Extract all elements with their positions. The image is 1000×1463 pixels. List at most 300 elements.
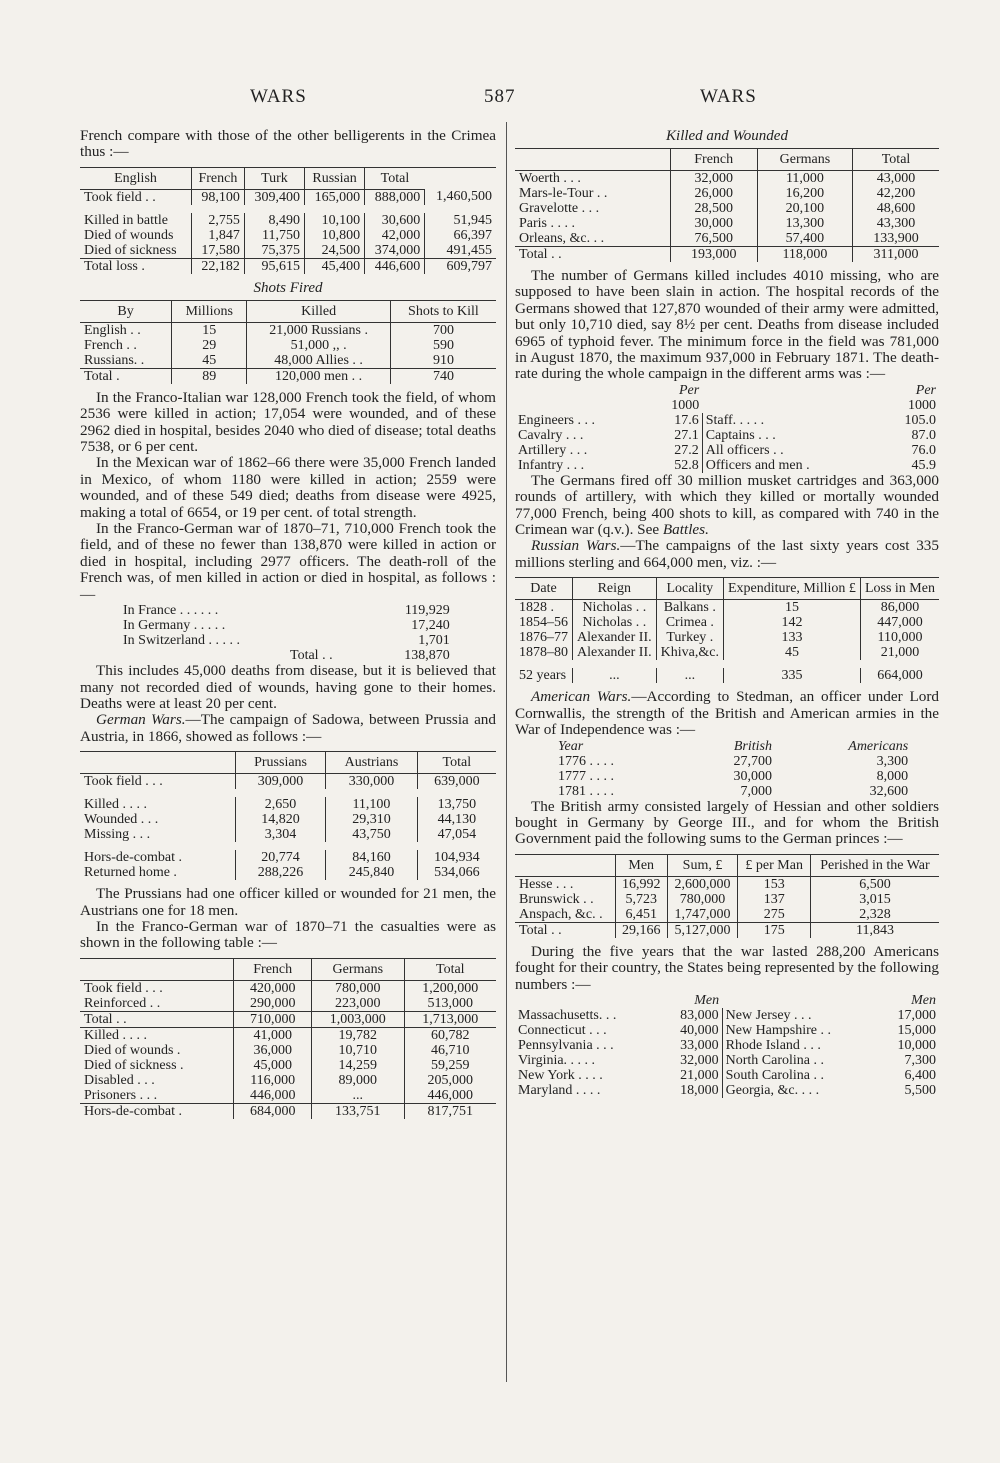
mexican-war-paragraph: In the Mexican war of 1862–66 there were 35,000 French landed in Mexico, of whom 1180 were killed in action; 2559 were wounded, and of these 549 died; deaths from disease were 4925, making a total of 6654, or 19 per cent. of total strength.: [80, 454, 496, 521]
row-label: Connecticut . . .: [518, 1022, 607, 1038]
row-label: Brunswick . .: [519, 891, 594, 907]
table-cell: 76.0: [911, 442, 936, 458]
table-cell: 6,400: [904, 1067, 936, 1083]
row-label: New York . . . .: [518, 1067, 603, 1083]
table-cell: 447,000: [860, 615, 939, 630]
table-row: [80, 368, 496, 384]
table-cell: 14,259: [312, 1058, 405, 1073]
table-row: [555, 754, 911, 769]
table-row: [80, 1043, 496, 1058]
table-cell: 6,451: [615, 907, 667, 923]
table-cell: 32,000: [670, 171, 757, 187]
row-label: 1854–56: [519, 615, 568, 631]
states-intro-paragraph: During the five years that the war lasted 288,200 Americans fought for their country, the States being represented by the following numbers :—: [515, 942, 939, 993]
russia-col-header: Date: [515, 578, 573, 600]
table-cell: 19,782: [312, 1027, 405, 1043]
table-cell: 1,847: [192, 228, 245, 243]
table-row: [80, 1073, 496, 1088]
table-cell: 153: [738, 876, 811, 892]
sadowa-col-header: Austrians: [326, 752, 417, 774]
sadowa-col-header: Prussians: [235, 752, 325, 774]
row-label: 1777 . . . .: [558, 768, 614, 784]
table-row: [515, 1038, 939, 1053]
russian-wars-text: —The campaigns of the last sixty years cost 335 millions sterling and 664,000 men, viz. :—: [515, 537, 939, 571]
sadowa-table: [80, 751, 496, 880]
shots-col-header: Millions: [172, 300, 247, 322]
table-cell: 60,782: [404, 1027, 496, 1043]
row-label: 1828 .: [519, 600, 554, 616]
per-label: Per: [679, 382, 700, 398]
table-row: [515, 630, 939, 645]
table-cell: 15: [723, 600, 860, 616]
table-cell: 205,000: [404, 1073, 496, 1088]
killed-wounded-table: [515, 148, 939, 262]
row-label: Took field . .: [84, 189, 156, 205]
row-label: 1776 . . . .: [558, 753, 614, 769]
row-label: Reinforced . .: [84, 995, 161, 1011]
table-row: [515, 907, 939, 923]
row-label: 1876–77: [519, 630, 568, 646]
table-cell: 1,200,000: [404, 980, 496, 996]
table-row: [80, 996, 496, 1012]
german-wars-text: —The campaign of Sadowa, between Prussia and Austria, in 1866, showed as follows :—: [80, 711, 496, 745]
list-item: [120, 648, 453, 663]
row-label: 1781 . . . .: [558, 783, 614, 799]
table-cell: 330,000: [326, 774, 417, 790]
table-cell: 26,000: [670, 186, 757, 201]
princes-col-header: Sum, £: [667, 854, 738, 876]
crimea-col-header: Turk: [244, 167, 304, 189]
row-label: Killed in battle: [84, 212, 168, 228]
table-row: [80, 353, 496, 369]
table-cell: Turkey .: [656, 630, 723, 645]
table-cell: 10,100: [305, 213, 365, 228]
per-thousand-label: 1000: [671, 397, 700, 413]
men-label: Men: [694, 992, 720, 1008]
table-row: [80, 338, 496, 353]
table-cell: 83,000: [680, 1007, 719, 1023]
row-label: Virginia. . . . .: [518, 1052, 596, 1068]
list-value: 17,240: [411, 618, 450, 634]
table-row: [80, 827, 496, 842]
table-cell: 245,840: [326, 865, 417, 880]
table-cell: Nicholas . .: [573, 615, 657, 630]
german-losses-paragraph: The number of Germans killed includes 4010 missing, who are supposed to have been slain in action. The hospital records of the Germans showed that 127,870 wounded of their army were admitted, but only 10,710 died, say 8½ per cent. Deaths from disease included 6965 of typhoid fever. The minimum force in the field was 781,000 in August 1870, the maximum 937,000 in February 1871. The death-rate during the whole campaign in the different arms was :—: [515, 267, 939, 383]
blank-cell: [722, 993, 877, 1008]
table-cell: 7,000: [740, 783, 772, 799]
table-cell: 133: [723, 630, 860, 645]
row-label: Russians. .: [84, 352, 145, 368]
row-gap-cell: [515, 660, 939, 668]
table-row: [515, 876, 939, 892]
table-cell: 120,000 men . .: [247, 368, 391, 384]
table-cell: 42,000: [365, 228, 425, 243]
american-strength-table: [555, 739, 911, 799]
table-cell: 609,797: [425, 258, 496, 274]
list-item: [120, 603, 453, 618]
table-row: [515, 171, 939, 187]
row-label: Died of sickness: [84, 242, 177, 258]
list-label: Total . .: [290, 648, 333, 664]
table-cell: 2,755: [192, 213, 245, 228]
table-cell: 335: [723, 668, 860, 683]
crimea-col-header: Russian: [305, 167, 365, 189]
russia-col-header: Locality: [656, 578, 723, 600]
row-label: Orleans, &c. . .: [519, 231, 605, 246]
table-cell: 710,000: [234, 1011, 312, 1027]
row-label: Total . .: [519, 247, 562, 262]
table-cell: 14,820: [235, 812, 325, 827]
table-cell: 95,615: [244, 258, 304, 274]
table-row: [80, 189, 496, 205]
table-row: [80, 1103, 496, 1119]
table-row: [80, 258, 496, 274]
row-label: English . .: [84, 322, 141, 338]
row-gap: [80, 789, 496, 797]
table-cell: 5,723: [615, 892, 667, 907]
blank-cell: [515, 398, 648, 413]
table-cell: 1,003,000: [312, 1011, 405, 1027]
row-label: Took field . . .: [84, 774, 163, 790]
list-value: 138,870: [404, 648, 450, 664]
row-label: North Carolina . .: [722, 1053, 877, 1068]
table-cell: 3,304: [235, 827, 325, 842]
table-cell: 1,747,000: [667, 907, 738, 923]
death-roll-list: [120, 603, 453, 663]
table-row: [515, 231, 939, 247]
states-table: [515, 993, 939, 1098]
table-cell: 86,000: [860, 600, 939, 616]
table-row: [515, 443, 939, 458]
russian-wars-table: [515, 577, 939, 683]
table-cell: 76,500: [670, 231, 757, 247]
table-cell: 20,100: [757, 201, 852, 216]
table-cell: 36,000: [234, 1043, 312, 1058]
table-cell: 41,000: [234, 1027, 312, 1043]
hessian-paragraph: The British army consisted largely of Hessian and other soldiers bought in Germany by George III., and for whom the British Government paid the following sums to the German princes :—: [515, 797, 939, 848]
crimea-col-header: French: [192, 167, 245, 189]
table-cell: 20,774: [235, 850, 325, 865]
table-row: [80, 812, 496, 827]
table-header-row: [515, 398, 939, 413]
row-label: Killed . . . .: [84, 1027, 147, 1043]
table-row: [80, 1011, 496, 1027]
table-cell: 3,015: [810, 892, 939, 907]
row-label: Gravelotte . . .: [519, 201, 600, 216]
row-label: Returned home .: [84, 865, 177, 881]
table-cell: 684,000: [234, 1103, 312, 1119]
table-row: [80, 243, 496, 259]
table-cell: 98,100: [192, 189, 245, 205]
table-cell: 87.0: [911, 427, 936, 443]
table-cell: 664,000: [860, 668, 939, 683]
row-label: Woerth . . .: [519, 171, 581, 186]
table-row: [515, 1068, 939, 1083]
row-label: New Jersey . . .: [722, 1008, 877, 1023]
table-row: [515, 892, 939, 907]
table-cell: 48,600: [853, 201, 939, 216]
table-row: [515, 1023, 939, 1038]
table-cell: 45,400: [305, 258, 365, 274]
russia-col-header: Reign: [573, 578, 657, 600]
table-cell: 17.6: [674, 412, 699, 428]
right-column: [515, 128, 939, 1098]
disease-paragraph: This includes 45,000 deaths from disease, but it is believed that many not recorded died of wounds, having gone to their homes. Deaths were at least 20 per cent.: [80, 662, 496, 712]
table-cell: 910: [390, 353, 496, 369]
table-cell: 590: [390, 338, 496, 353]
running-head-right: WARS: [700, 86, 757, 107]
fg-col-header: French: [234, 958, 312, 980]
table-cell: 27.2: [674, 442, 699, 458]
shots-col-header: By: [80, 300, 172, 322]
table-cell: 740: [390, 368, 496, 384]
table-row: [80, 865, 496, 880]
row-label: Died of wounds: [84, 227, 174, 243]
table-cell: 21,000 Russians .: [247, 322, 391, 338]
row-gap-cell: [80, 789, 496, 797]
table-cell: 137: [738, 892, 811, 907]
sadowa-col-header: Total: [417, 752, 496, 774]
row-label: New Hampshire . .: [722, 1023, 877, 1038]
table-cell: 24,500: [305, 243, 365, 259]
princes-col-header: Perished in the War: [810, 854, 939, 876]
table-cell: 5,127,000: [667, 922, 738, 938]
german-wars-paragraph: [80, 712, 496, 745]
table-cell: Nicholas . .: [573, 600, 657, 616]
table-cell: 52.8: [674, 457, 699, 473]
table-cell: 15: [172, 322, 247, 338]
table-cell: 57,400: [757, 231, 852, 247]
battles-reference: Battles.: [662, 521, 709, 539]
table-cell: 11,843: [810, 922, 939, 938]
table-cell: 66,397: [425, 228, 496, 243]
table-row: [80, 1027, 496, 1043]
table-cell: 311,000: [853, 247, 939, 263]
table-cell: 491,455: [425, 243, 496, 259]
page-number: 587: [484, 86, 516, 107]
list-value: 1,701: [418, 633, 450, 649]
table-cell: Alexander II.: [573, 630, 657, 645]
table-cell: 2,650: [235, 797, 325, 812]
table-cell: 48,000 Allies . .: [247, 353, 391, 369]
table-cell: 888,000: [365, 189, 425, 205]
table-cell: 44,130: [417, 812, 496, 827]
table-cell: ...: [312, 1088, 405, 1104]
table-cell: 290,000: [234, 996, 312, 1012]
table-row: [515, 1083, 939, 1098]
left-column: [80, 128, 496, 1119]
table-cell: 175: [738, 922, 811, 938]
table-cell: 118,000: [757, 247, 852, 263]
table-cell: 780,000: [312, 980, 405, 996]
table-row: [80, 1058, 496, 1073]
row-label: French . .: [84, 337, 137, 353]
row-label: Prisoners . . .: [84, 1087, 158, 1103]
row-label: Wounded . . .: [84, 812, 159, 828]
table-cell: 84,160: [326, 850, 417, 865]
table-cell: 29: [172, 338, 247, 353]
table-row: [555, 769, 911, 784]
russia-col-header: Loss in Men: [860, 578, 939, 600]
table-cell: Khiva,&c.: [656, 645, 723, 660]
crimea-col-header: Total: [365, 167, 425, 189]
shots-title: Shots Fired: [253, 279, 323, 296]
row-label: South Carolina . .: [722, 1068, 877, 1083]
table-cell: 5,500: [904, 1082, 936, 1098]
table-cell: 33,000: [680, 1037, 719, 1053]
table-cell: 43,300: [853, 216, 939, 231]
princes-col-header: [515, 854, 615, 876]
kw-col-header: Total: [853, 149, 939, 171]
row-label: Total . .: [519, 922, 562, 938]
blank-cell: [515, 993, 660, 1008]
shots-col-header: Killed: [247, 300, 391, 322]
list-item: [120, 633, 453, 648]
table-row: [80, 774, 496, 790]
row-label: 1878–80: [519, 645, 568, 661]
table-cell: 89: [172, 368, 247, 384]
table-cell: 288,226: [235, 865, 325, 880]
table-row: [515, 1008, 939, 1023]
fg-col-header: [80, 958, 234, 980]
row-gap-cell: [80, 205, 496, 213]
shots-table: [80, 300, 496, 384]
table-row: [515, 428, 939, 443]
table-cell: 43,000: [853, 171, 939, 187]
table-cell: 11,750: [244, 228, 304, 243]
table-cell: 513,000: [404, 996, 496, 1012]
table-cell: 45: [172, 353, 247, 369]
franco-german-table: [80, 958, 496, 1119]
cartridges-text: The Germans fired off 30 million musket cartridges and 363,000 rounds of artillery, with which they killed or mortally wounded 77,000 French, being 400 shots to kill, as compared with 740 in the Crimean war (q.v.). See: [515, 471, 939, 539]
row-label: Took field . . .: [84, 980, 163, 996]
row-label: Mars-le-Tour . .: [519, 186, 608, 201]
row-gap: [80, 842, 496, 850]
blank-cell: [702, 383, 879, 398]
russia-col-header: Expenditure, Million £: [723, 578, 860, 600]
row-label: Georgia, &c. . . .: [722, 1083, 877, 1098]
table-cell: 446,000: [234, 1088, 312, 1104]
table-cell: 27,700: [733, 753, 772, 769]
table-row: [515, 247, 939, 263]
row-label: Killed . . . .: [84, 797, 147, 813]
table-cell: ...: [573, 668, 657, 683]
princes-col-header: £ per Man: [738, 854, 811, 876]
table-row: [515, 201, 939, 216]
kw-col-header: [515, 149, 670, 171]
table-cell: 193,000: [670, 247, 757, 263]
table-cell: 11,000: [757, 171, 852, 187]
table-cell: Alexander II.: [573, 645, 657, 660]
row-label: Captains . . .: [702, 428, 879, 443]
killed-wounded-title: Killed and Wounded: [666, 128, 788, 144]
row-label: All officers . .: [702, 443, 879, 458]
table-row: [515, 186, 939, 201]
row-label: Paris . . . .: [519, 216, 575, 231]
list-label: In France . . . . . .: [123, 603, 219, 619]
table-cell: 43,750: [326, 827, 417, 842]
table-cell: 45,000: [234, 1058, 312, 1073]
table-cell: 18,000: [680, 1082, 719, 1098]
table-cell: 446,000: [404, 1088, 496, 1104]
table-cell: 110,000: [860, 630, 939, 645]
table-cell: 446,600: [365, 258, 425, 274]
row-label: Massachusetts. . .: [518, 1007, 617, 1023]
row-gap: [80, 205, 496, 213]
kw-col-header: French: [670, 149, 757, 171]
table-cell: 17,000: [897, 1007, 936, 1023]
table-row: [80, 797, 496, 812]
table-cell: 2,328: [810, 907, 939, 923]
german-wars-heading: German Wars.: [96, 711, 186, 729]
table-cell: 51,000 ,, .: [247, 338, 391, 353]
blank-cell: [702, 398, 879, 413]
table-cell: 40,000: [680, 1022, 719, 1038]
table-cell: 780,000: [667, 892, 738, 907]
table-cell: 2,600,000: [667, 876, 738, 892]
row-label: Officers and men .: [702, 458, 879, 473]
table-cell: 133,900: [853, 231, 939, 247]
table-row: [555, 784, 911, 799]
running-head-left: WARS: [250, 86, 307, 107]
table-row: [515, 216, 939, 231]
row-label: Artillery . . .: [518, 442, 588, 458]
table-cell: 21,000: [680, 1067, 719, 1083]
amer-col-header: Americans: [848, 738, 909, 754]
table-cell: 223,000: [312, 996, 405, 1012]
table-cell: 46,710: [404, 1043, 496, 1058]
table-row: [515, 645, 939, 660]
table-cell: 700: [390, 322, 496, 338]
table-row: [515, 600, 939, 616]
column-divider: [506, 122, 507, 1382]
table-row: [80, 322, 496, 338]
table-cell: 29,310: [326, 812, 417, 827]
amer-col-header: Year: [558, 738, 584, 754]
sadowa-col-header: [80, 752, 235, 774]
table-cell: 10,710: [312, 1043, 405, 1058]
fg-col-header: Total: [404, 958, 496, 980]
table-cell: ...: [656, 668, 723, 683]
table-cell: 13,300: [757, 216, 852, 231]
table-cell: 116,000: [234, 1073, 312, 1088]
table-cell: 30,000: [670, 216, 757, 231]
prussian-officers-paragraph: The Prussians had one officer killed or wounded for 21 men, the Austrians one for 18 men.: [80, 885, 496, 919]
table-row: [80, 228, 496, 243]
american-wars-heading: American Wars.: [531, 688, 632, 706]
blank-cell: [515, 383, 648, 398]
franco-italian-paragraph: In the Franco-Italian war 128,000 French took the field, of whom 2536 were killed in action; 17,054 were wounded, and of these 2962 died in hospital, besides 2040 who died of disease; total deaths 7538, or 6 per cent.: [80, 388, 496, 456]
table-cell: Crimea .: [656, 615, 723, 630]
row-gap-cell: [80, 842, 496, 850]
cartridges-paragraph: [515, 473, 939, 539]
german-princes-table: [515, 854, 939, 938]
row-label: Anspach, &c. .: [519, 906, 603, 922]
table-cell: 30,600: [365, 213, 425, 228]
table-cell: 89,000: [312, 1073, 405, 1088]
row-label: Rhode Island . . .: [722, 1038, 877, 1053]
table-row: [515, 668, 939, 683]
crimea-table: [80, 167, 496, 274]
row-label: Total loss .: [84, 258, 145, 274]
table-cell: 13,750: [417, 797, 496, 812]
row-label: 52 years: [519, 668, 567, 684]
table-row: [515, 1053, 939, 1068]
table-cell: 534,066: [417, 865, 496, 880]
row-label: Hesse . . .: [519, 876, 574, 892]
row-label: Infantry . . .: [518, 457, 585, 473]
table-cell: Balkans .: [656, 600, 723, 616]
